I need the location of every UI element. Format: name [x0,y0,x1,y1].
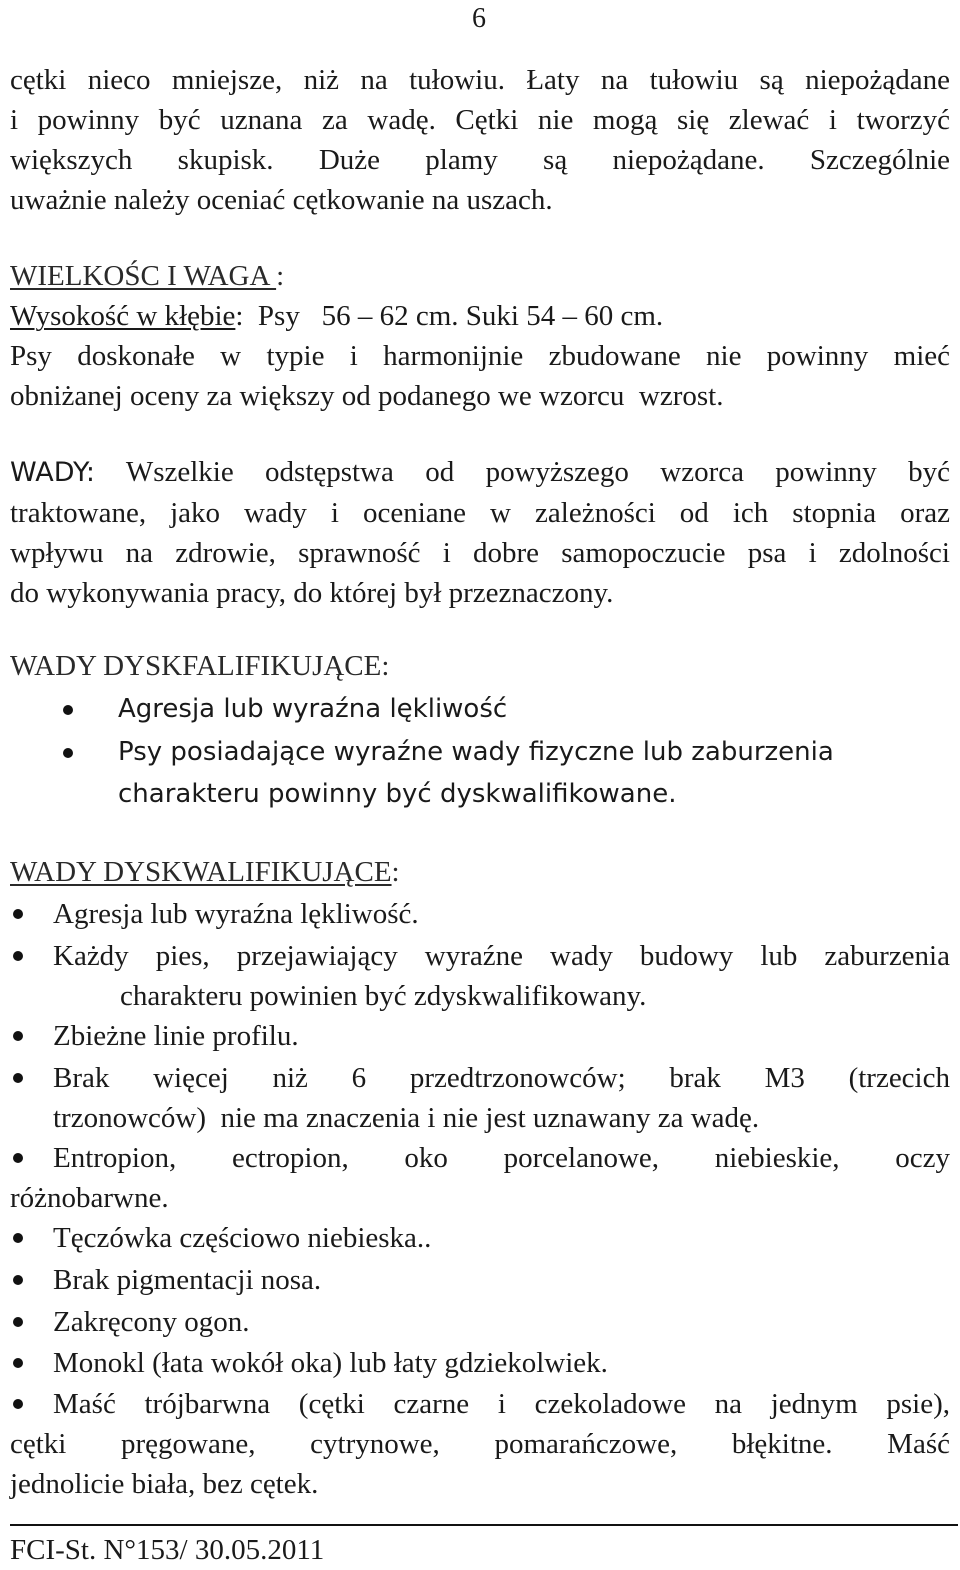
heading-colon: : [276,260,285,292]
disqualifying-heading-2 [10,852,400,892]
bullet-icon [13,1031,23,1041]
disqualifying-heading-1: WADY DYSKFALIFIKUJĄCE: [10,650,390,682]
faults-first-line [10,452,950,493]
page-number: 6 [472,3,486,34]
list-item: Brak pigmentacji nosa. [53,1264,322,1296]
paragraph-line: Psy doskonałe w typie i harmonijnie zbudowane nie powinny mieć [10,340,950,372]
list-item: Agresja lub wyraźna lękliwość [118,694,508,724]
faults-first-line-text: Wszelkie odstępstwa od powyższego wzorca powinny być [125,456,950,488]
list-item: Zakręcony ogon. [53,1306,250,1338]
bullet-icon [13,951,23,961]
list-item-continuation: trzonowców) nie ma znaczenia i nie jest uznawany za wadę. [53,1102,760,1134]
heading-colon: : [391,856,400,888]
height-label: Wysokość w kłębie [10,300,236,332]
bullet-icon [13,1073,23,1083]
paragraph-line: obniżanej oceny za większy od podanego we wzorcu wzrost. [10,380,724,412]
bullet-icon [13,909,23,919]
height-values: : Psy 56 – 62 cm. Suki 54 – 60 cm. [235,300,664,332]
list-item-continuation: charakteru powinny być dyskwalifikowane. [118,779,677,809]
size-weight-heading [10,256,950,296]
intro-paragraph [10,60,950,220]
bullet-icon [13,1358,23,1368]
footer-reference: FCI-St. N°153/ 30.05.2011 [10,1534,325,1566]
list-item: Brak więcej niż 6 przedtrzonowców; brak M3 (trzecich [53,1062,950,1094]
list-item-continuation: cętki pręgowane, cytrynowe, pomarańczowe, błękitne. Maść [10,1428,950,1460]
faults-section [10,452,950,613]
bullet-icon [13,1317,23,1327]
size-weight-heading-text: WIELKOŚC I WAGA [10,260,277,292]
bullet-icon [13,1399,23,1409]
faults-heading: WADY: [10,457,96,488]
paragraph-line: traktowane, jako wady i oceniane w zależności od ich stopnia oraz [10,497,950,529]
paragraph-line: uważnie należy oceniać cętkowanie na uszach. [10,184,553,216]
paragraph-line: wpływu na zdrowie, sprawność i dobre samopoczucie psa i zdolności [10,537,950,569]
list-item: Maść trójbarwna (cętki czarne i czekoladowe na jednym psie), [53,1388,950,1420]
height-line [10,296,950,336]
list-item-continuation: charakteru powinien być zdyskwalifikowany. [120,980,647,1012]
paragraph-line: do wykonywania pracy, do której był przeznaczony. [10,577,614,609]
list-item: Psy posiadające wyraźne wady fizyczne lub zaburzenia [118,737,834,767]
list-item-continuation: jednolicie biała, bez cętek. [10,1468,319,1500]
bullet-icon [63,748,73,758]
list-item: Zbieżne linie profilu. [53,1020,299,1052]
bullet-icon [63,705,73,715]
size-weight-section [10,256,950,416]
list-item: Agresja lub wyraźna lękliwość. [53,898,419,930]
list-item-continuation: różnobarwne. [10,1182,169,1214]
footer-divider [10,1524,958,1526]
list-item: Każdy pies, przejawiający wyraźne wady budowy lub zaburzenia [53,940,950,972]
bullet-icon [13,1233,23,1243]
list-item: Entropion, ectropion, oko porcelanowe, niebieskie, oczy [53,1142,950,1174]
bullet-icon [13,1153,23,1163]
paragraph-line: większych skupisk. Duże plamy są niepożądane. Szczególnie [10,144,950,176]
list-item: Tęczówka częściowo niebieska.. [53,1222,432,1254]
paragraph-line: cętki nieco mniejsze, niż na tułowiu. Łaty na tułowiu są niepożądane [10,64,950,96]
disqualifying-heading-2-text: WADY DYSKWALIFIKUJĄCE [10,856,392,888]
bullet-icon [13,1275,23,1285]
paragraph-line: i powinny być uznana za wadę. Cętki nie mogą się zlewać i tworzyć [10,104,950,136]
list-item: Monokl (łata wokół oka) lub łaty gdziekolwiek. [53,1347,608,1379]
